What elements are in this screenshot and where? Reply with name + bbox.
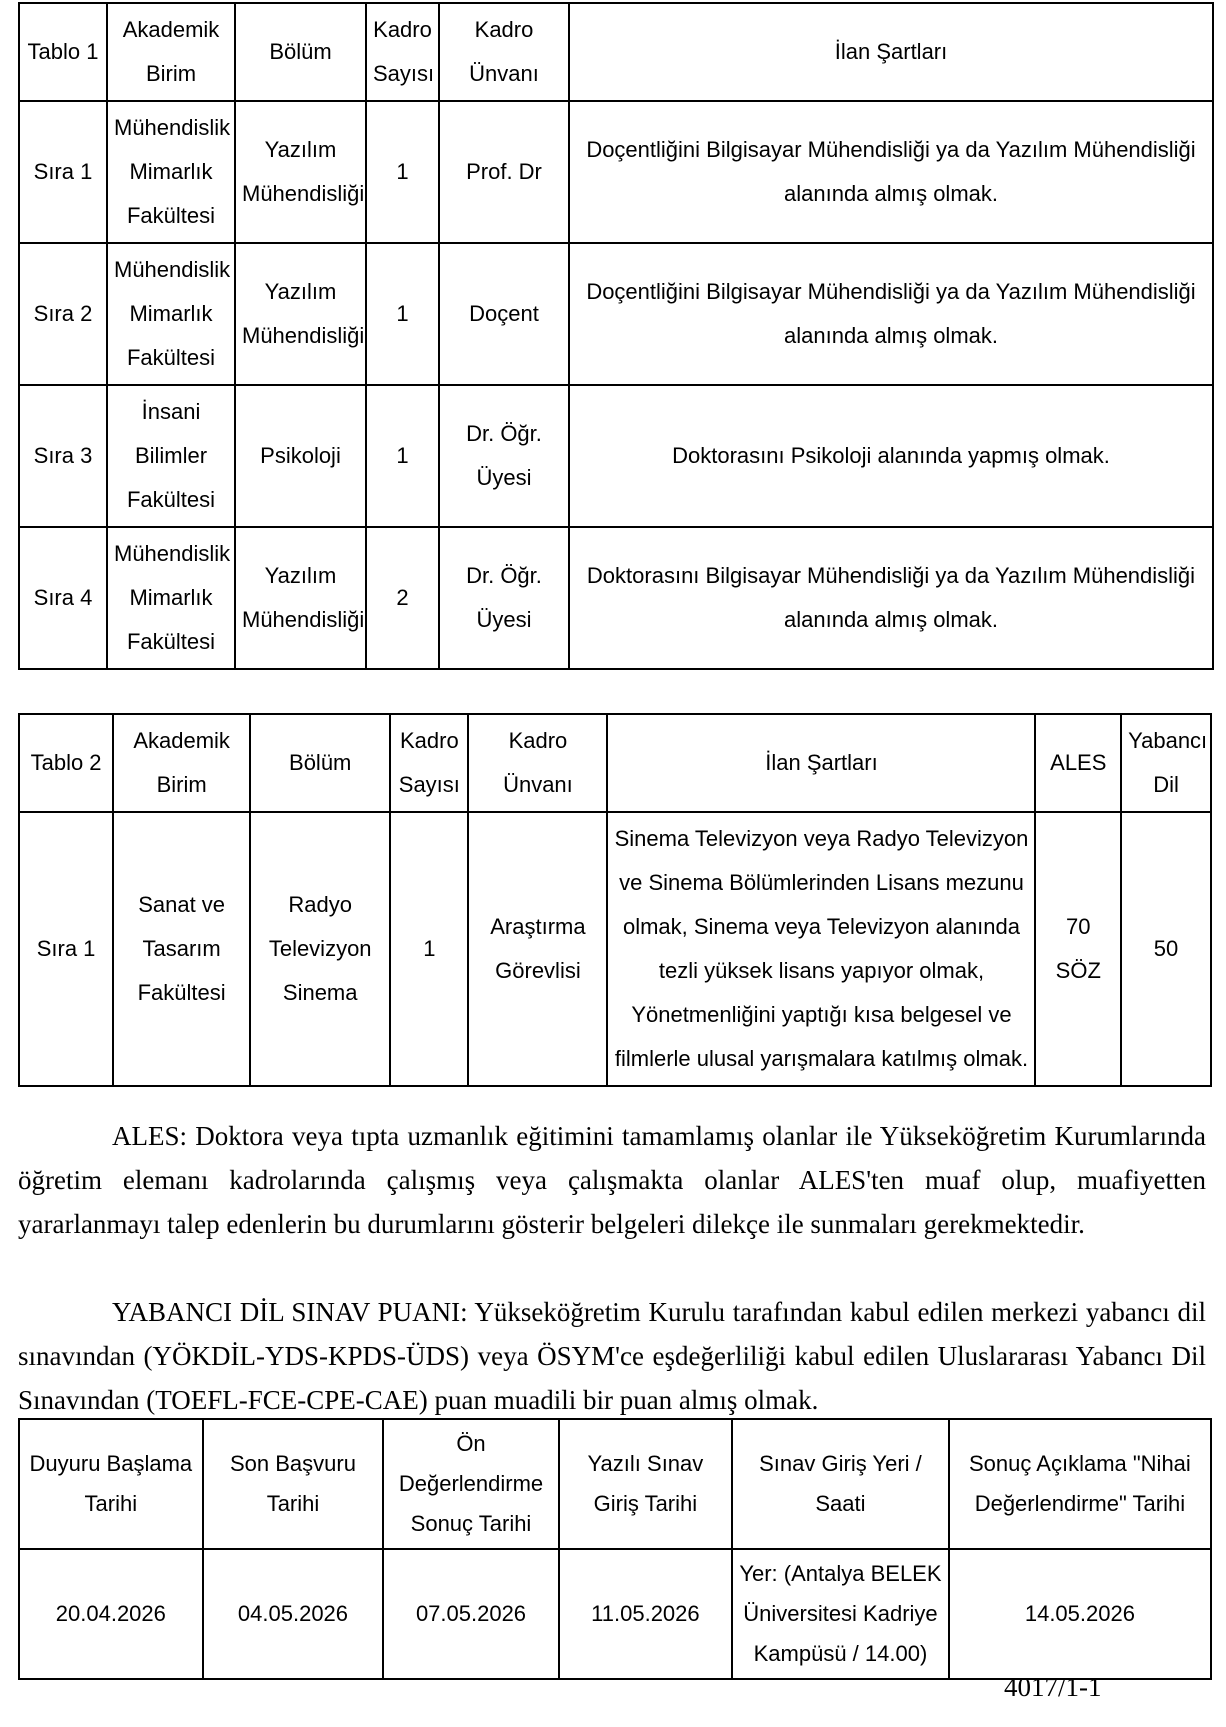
- requirements: Doçentliğini Bilgisayar Mühendisliği ya da Yazılım Mühendisliği alanında almış olmak.: [569, 101, 1213, 243]
- department: Psikoloji: [235, 385, 366, 527]
- requirements: Doçentliğini Bilgisayar Mühendisliği ya da Yazılım Mühendisliği alanında almış olmak.: [569, 243, 1213, 385]
- header-cell: İlan Şartları: [607, 714, 1035, 812]
- staff-table-2: [18, 713, 1212, 1087]
- table-header-row: [19, 714, 1211, 812]
- exam-location-time: Yer: (Antalya BELEK Üniversitesi Kadriye Kampüsü / 14.00): [732, 1549, 949, 1679]
- announcement-start-date: 20.04.2026: [19, 1549, 203, 1679]
- department: Yazılım Mühendisliği: [235, 243, 366, 385]
- header-cell: Bölüm: [250, 714, 390, 812]
- written-exam-date: 11.05.2026: [559, 1549, 732, 1679]
- position-title: Dr. Öğr. Üyesi: [439, 385, 569, 527]
- ales-score: 70 SÖZ: [1035, 812, 1121, 1086]
- row-label: Sıra 1: [19, 101, 107, 243]
- header-cell: Ön Değerlendirme Sonuç Tarihi: [383, 1419, 558, 1549]
- ales-note-text: ALES: Doktora veya tıpta uzmanlık eğitimini tamamlamış olanlar ile Yükseköğretim Kurumlarında öğretim elemanı kadrolarında çalışmış veya çalışmakta olanlar ALES'ten muaf olup, muafiyetten yararlanmayı talep edenlerin bu durumlarını gösterir belgeleri dilekçe ile sunmaları gerekmektedir.: [18, 1121, 1206, 1239]
- schedule-table: [18, 1418, 1212, 1680]
- position-count: 1: [390, 812, 468, 1086]
- row-label: Sıra 2: [19, 243, 107, 385]
- academic-unit: Mühendislik Mimarlık Fakültesi: [107, 243, 235, 385]
- position-title: Prof. Dr: [439, 101, 569, 243]
- position-title: Araştırma Görevlisi: [468, 812, 607, 1086]
- table-row: [19, 101, 1213, 243]
- language-note: [18, 1290, 1206, 1422]
- table-row: [19, 812, 1211, 1086]
- language-score: 50: [1121, 812, 1211, 1086]
- header-cell: İlan Şartları: [569, 3, 1213, 101]
- academic-unit: Sanat ve Tasarım Fakültesi: [113, 812, 250, 1086]
- header-cell: Tablo 2: [19, 714, 113, 812]
- header-cell: Tablo 1: [19, 3, 107, 101]
- table-row: [19, 1549, 1211, 1679]
- table-row: [19, 527, 1213, 669]
- header-cell: Kadro Sayısı: [390, 714, 468, 812]
- row-label: Sıra 1: [19, 812, 113, 1086]
- header-cell: Son Başvuru Tarihi: [203, 1419, 384, 1549]
- document-number: 4017/1-1: [1004, 1672, 1102, 1702]
- staff-table-1: [18, 2, 1214, 670]
- pre-evaluation-date: 07.05.2026: [383, 1549, 558, 1679]
- academic-unit: Mühendislik Mimarlık Fakültesi: [107, 101, 235, 243]
- header-cell: Sınav Giriş Yeri / Saati: [732, 1419, 949, 1549]
- row-label: Sıra 4: [19, 527, 107, 669]
- department: Yazılım Mühendisliği: [235, 527, 366, 669]
- position-count: 1: [366, 101, 439, 243]
- language-note-text: YABANCI DİL SINAV PUANI: Yükseköğretim Kurulu tarafından kabul edilen merkezi yabancı dil sınavından (YÖKDİL-YDS-KPDS-ÜDS) veya ÖSYM'ce eşdeğerliliği kabul edilen Uluslararası Yabancı Dil Sınavından (TOEFL-FCE-CPE-CAE) puan muadili bir puan almış olmak.: [18, 1297, 1206, 1415]
- row-label: Sıra 3: [19, 385, 107, 527]
- header-cell: Akademik Birim: [113, 714, 250, 812]
- position-title: Doçent: [439, 243, 569, 385]
- table-row: [19, 243, 1213, 385]
- position-count: 1: [366, 243, 439, 385]
- header-cell: Kadro Ünvanı: [468, 714, 607, 812]
- requirements: Doktorasını Bilgisayar Mühendisliği ya da Yazılım Mühendisliği alanında almış olmak.: [569, 527, 1213, 669]
- header-cell: Kadro Sayısı: [366, 3, 439, 101]
- table-header-row: [19, 3, 1213, 101]
- department: Yazılım Mühendisliği: [235, 101, 366, 243]
- position-count: 2: [366, 527, 439, 669]
- requirements: Doktorasını Psikoloji alanında yapmış olmak.: [569, 385, 1213, 527]
- requirements: Sinema Televizyon veya Radyo Televizyon ve Sinema Bölümlerinden Lisans mezunu olmak, Sinema veya Televizyon alanında tezli yüksek lisans yapıyor olmak, Yönetmenliğini yaptığı kısa belgesel ve filmlerle ulusal yarışmalara katılmış olmak.: [607, 812, 1035, 1086]
- position-title: Dr. Öğr. Üyesi: [439, 527, 569, 669]
- table-row: [19, 385, 1213, 527]
- header-cell: Duyuru Başlama Tarihi: [19, 1419, 203, 1549]
- header-cell: ALES: [1035, 714, 1121, 812]
- academic-unit: Mühendislik Mimarlık Fakültesi: [107, 527, 235, 669]
- ales-note: [18, 1114, 1206, 1246]
- academic-unit: İnsani Bilimler Fakültesi: [107, 385, 235, 527]
- application-deadline: 04.05.2026: [203, 1549, 384, 1679]
- table-header-row: [19, 1419, 1211, 1549]
- header-cell: Yabancı Dil: [1121, 714, 1211, 812]
- header-cell: Kadro Ünvanı: [439, 3, 569, 101]
- department: Radyo Televizyon Sinema: [250, 812, 390, 1086]
- header-cell: Sonuç Açıklama "Nihai Değerlendirme" Tarihi: [949, 1419, 1211, 1549]
- header-cell: Bölüm: [235, 3, 366, 101]
- final-result-date: 14.05.2026: [949, 1549, 1211, 1679]
- position-count: 1: [366, 385, 439, 527]
- header-cell: Akademik Birim: [107, 3, 235, 101]
- header-cell: Yazılı Sınav Giriş Tarihi: [559, 1419, 732, 1549]
